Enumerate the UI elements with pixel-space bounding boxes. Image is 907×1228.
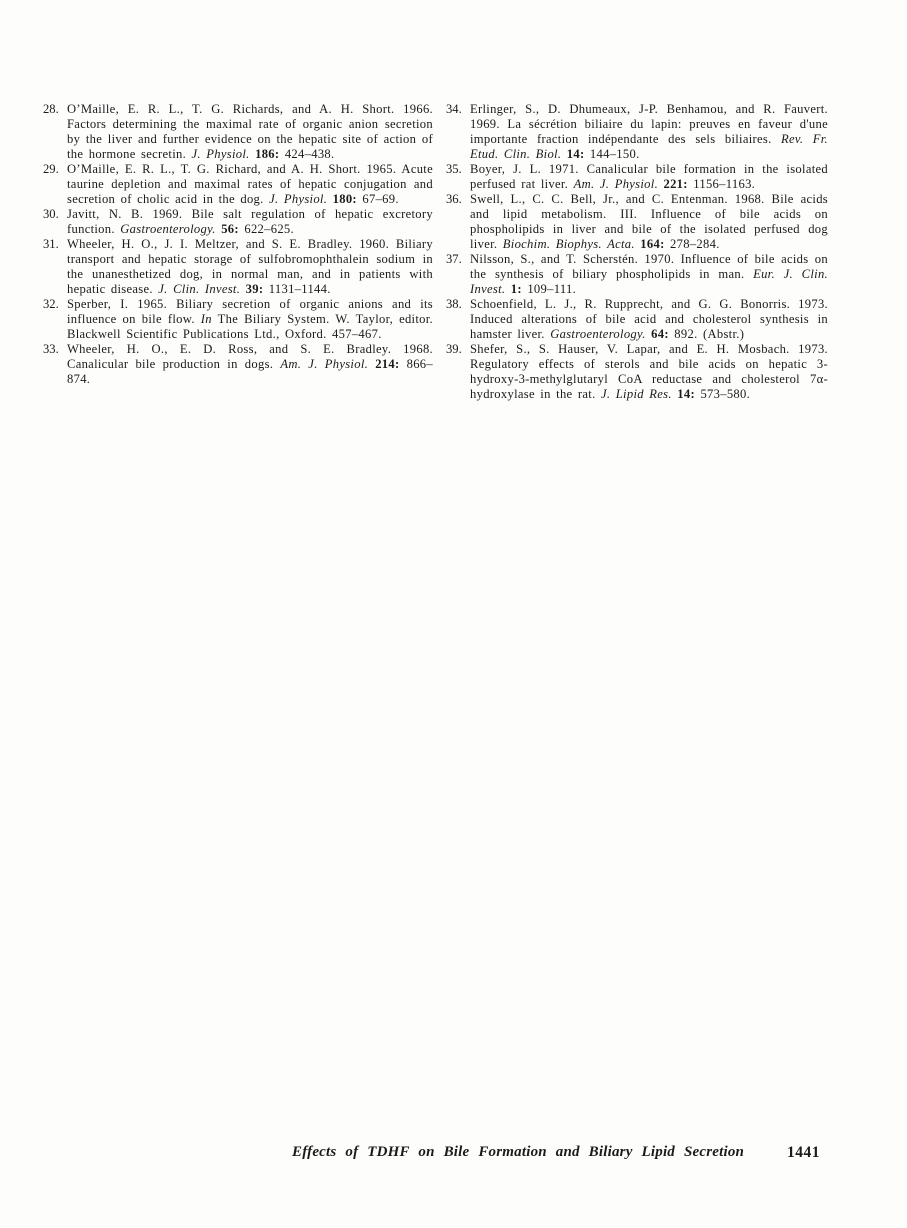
reference-text-segment: 214: xyxy=(375,357,400,371)
reference-number: 38. xyxy=(446,297,462,311)
reference-entry xyxy=(43,207,433,237)
reference-text-segment: Biochim. Biophys. Acta. xyxy=(502,237,635,251)
reference-text-segment: 1156–1163. xyxy=(687,177,756,191)
reference-text-segment: J. Physiol. xyxy=(191,147,250,161)
reference-text-segment: Am. J. Physiol. xyxy=(280,357,369,371)
reference-text-segment: J. Lipid Res. xyxy=(600,387,672,401)
footer-running-title: Effects of TDHF on Bile Formation and Biliary Lipid Secretion xyxy=(292,1144,745,1160)
reference-text-segment: Sperber, I. 1965. Biliary secretion of organic anions and its influence on bile flow. xyxy=(67,297,433,326)
reference-text-segment: Javitt, N. B. 1969. Bile salt regulation of hepatic excretory function. xyxy=(67,207,433,236)
references-section xyxy=(43,102,828,402)
reference-entry xyxy=(43,342,433,387)
reference-text-segment: 164: xyxy=(640,237,665,251)
reference-text-segment: 278–284. xyxy=(664,237,720,251)
reference-entry xyxy=(446,162,828,192)
reference-text-segment: Wheeler, H. O., J. I. Meltzer, and S. E. Bradley. 1960. Biliary transport and hepatic storage of sulfobromophthalein sodium in the unanesthetized dog, in normal man, and in patients with hepatic disease. xyxy=(67,237,433,296)
reference-text-segment: J. Clin. Invest. xyxy=(158,282,241,296)
reference-number: 28. xyxy=(43,102,59,116)
reference-text-segment: Shefer, S., S. Hauser, V. Lapar, and E. H. Mosbach. 1973. Regulatory effects of sterols and bile acids on hepatic 3-hydroxy-3-methylglutaryl CoA reductase and cholesterol 7α-hydroxylase in the rat. xyxy=(470,342,828,401)
reference-number: 39. xyxy=(446,342,462,356)
reference-number: 31. xyxy=(43,237,59,251)
reference-number: 30. xyxy=(43,207,59,221)
reference-text-segment: Nilsson, S., and T. Scherstén. 1970. Influence of bile acids on the synthesis of biliary phospholipids in man. xyxy=(470,252,828,281)
reference-text-segment: 866–874. xyxy=(67,357,433,386)
references-left-column xyxy=(43,102,433,402)
reference-text-segment: 180: xyxy=(332,192,357,206)
reference-text-segment: Gastroenterology. xyxy=(550,327,646,341)
reference-text-segment: 186: xyxy=(255,147,280,161)
references-right-column xyxy=(446,102,828,402)
reference-text-segment: 573–580. xyxy=(695,387,751,401)
reference-number: 29. xyxy=(43,162,59,176)
footer-page-number: 1441 xyxy=(787,1144,820,1161)
reference-text-segment: 622–625. xyxy=(238,222,294,236)
reference-number: 34. xyxy=(446,102,462,116)
reference-text-segment: Gastroenterology. xyxy=(120,222,216,236)
reference-entry xyxy=(43,102,433,162)
reference-text-segment: 14: xyxy=(566,147,585,161)
reference-text-segment: Am. J. Physiol. xyxy=(573,177,659,191)
reference-entry xyxy=(446,252,828,297)
reference-entry xyxy=(446,297,828,342)
reference-text-segment: 14: xyxy=(677,387,695,401)
reference-entry xyxy=(446,102,828,162)
reference-number: 32. xyxy=(43,297,59,311)
reference-entry xyxy=(43,162,433,207)
reference-text-segment: Erlinger, S., D. Dhumeaux, J-P. Benhamou, and R. Fauvert. 1969. La sécrétion biliaire du lapin: preuves en faveur d'une importante fraction indépendante des sels biliaires. xyxy=(470,102,828,146)
reference-text-segment: Schoenfield, L. J., R. Rupprecht, and G. G. Bonorris. 1973. Induced alterations of bile acid and cholesterol synthesis in hamster liver. xyxy=(470,297,828,341)
reference-text-segment: The Biliary System. W. Taylor, editor. Blackwell Scientific Publications Ltd., Oxford. 457–467. xyxy=(67,312,433,341)
reference-text-segment: Swell, L., C. C. Bell, Jr., and C. Entenman. 1968. Bile acids and lipid metabolism. III. Influence of bile acids on phospholipids in liver and bile of the isolated perfused dog liver. xyxy=(470,192,828,251)
reference-text-segment: O’Maille, E. R. L., T. G. Richard, and A. H. Short. 1965. Acute taurine depletion and maximal rates of hepatic conjugation and secretion of cholic acid in the dog. xyxy=(67,162,433,206)
reference-text-segment: 144–150. xyxy=(584,147,640,161)
reference-text-segment: In xyxy=(200,312,212,326)
reference-text-segment: 1: xyxy=(510,282,522,296)
reference-text-segment: Boyer, J. L. 1971. Canalicular bile formation in the isolated perfused rat liver. xyxy=(470,162,828,191)
reference-text-segment: 221: xyxy=(663,177,688,191)
reference-number: 36. xyxy=(446,192,462,206)
reference-entry xyxy=(446,192,828,252)
reference-text-segment: 1131–1144. xyxy=(263,282,331,296)
reference-text-segment: Wheeler, H. O., E. D. Ross, and S. E. Bradley. 1968. Canalicular bile production in dogs. xyxy=(67,342,433,371)
reference-text-segment: J. Physiol. xyxy=(269,192,328,206)
reference-number: 33. xyxy=(43,342,59,356)
reference-text-segment: 892. (Abstr.) xyxy=(668,327,745,341)
reference-entry xyxy=(446,342,828,402)
reference-text-segment: 109–111. xyxy=(521,282,577,296)
reference-number: 35. xyxy=(446,162,462,176)
reference-entry xyxy=(43,237,433,297)
reference-text-segment: O’Maille, E. R. L., T. G. Richards, and A. H. Short. 1966. Factors determining the maximal rate of organic anion secretion by the liver and further evidence on the hepatic site of action of the hormone secretin. xyxy=(67,102,433,161)
reference-text-segment: 424–438. xyxy=(279,147,335,161)
reference-text-segment: 39: xyxy=(245,282,264,296)
reference-text-segment: Rev. Fr. Etud. Clin. Biol. xyxy=(470,132,828,161)
reference-text-segment: 56: xyxy=(221,222,239,236)
reference-text-segment: 64: xyxy=(651,327,669,341)
reference-text-segment: Eur. J. Clin. Invest. xyxy=(470,267,829,296)
reference-text-segment: 67–69. xyxy=(356,192,399,206)
reference-entry xyxy=(43,297,433,342)
reference-number: 37. xyxy=(446,252,462,266)
